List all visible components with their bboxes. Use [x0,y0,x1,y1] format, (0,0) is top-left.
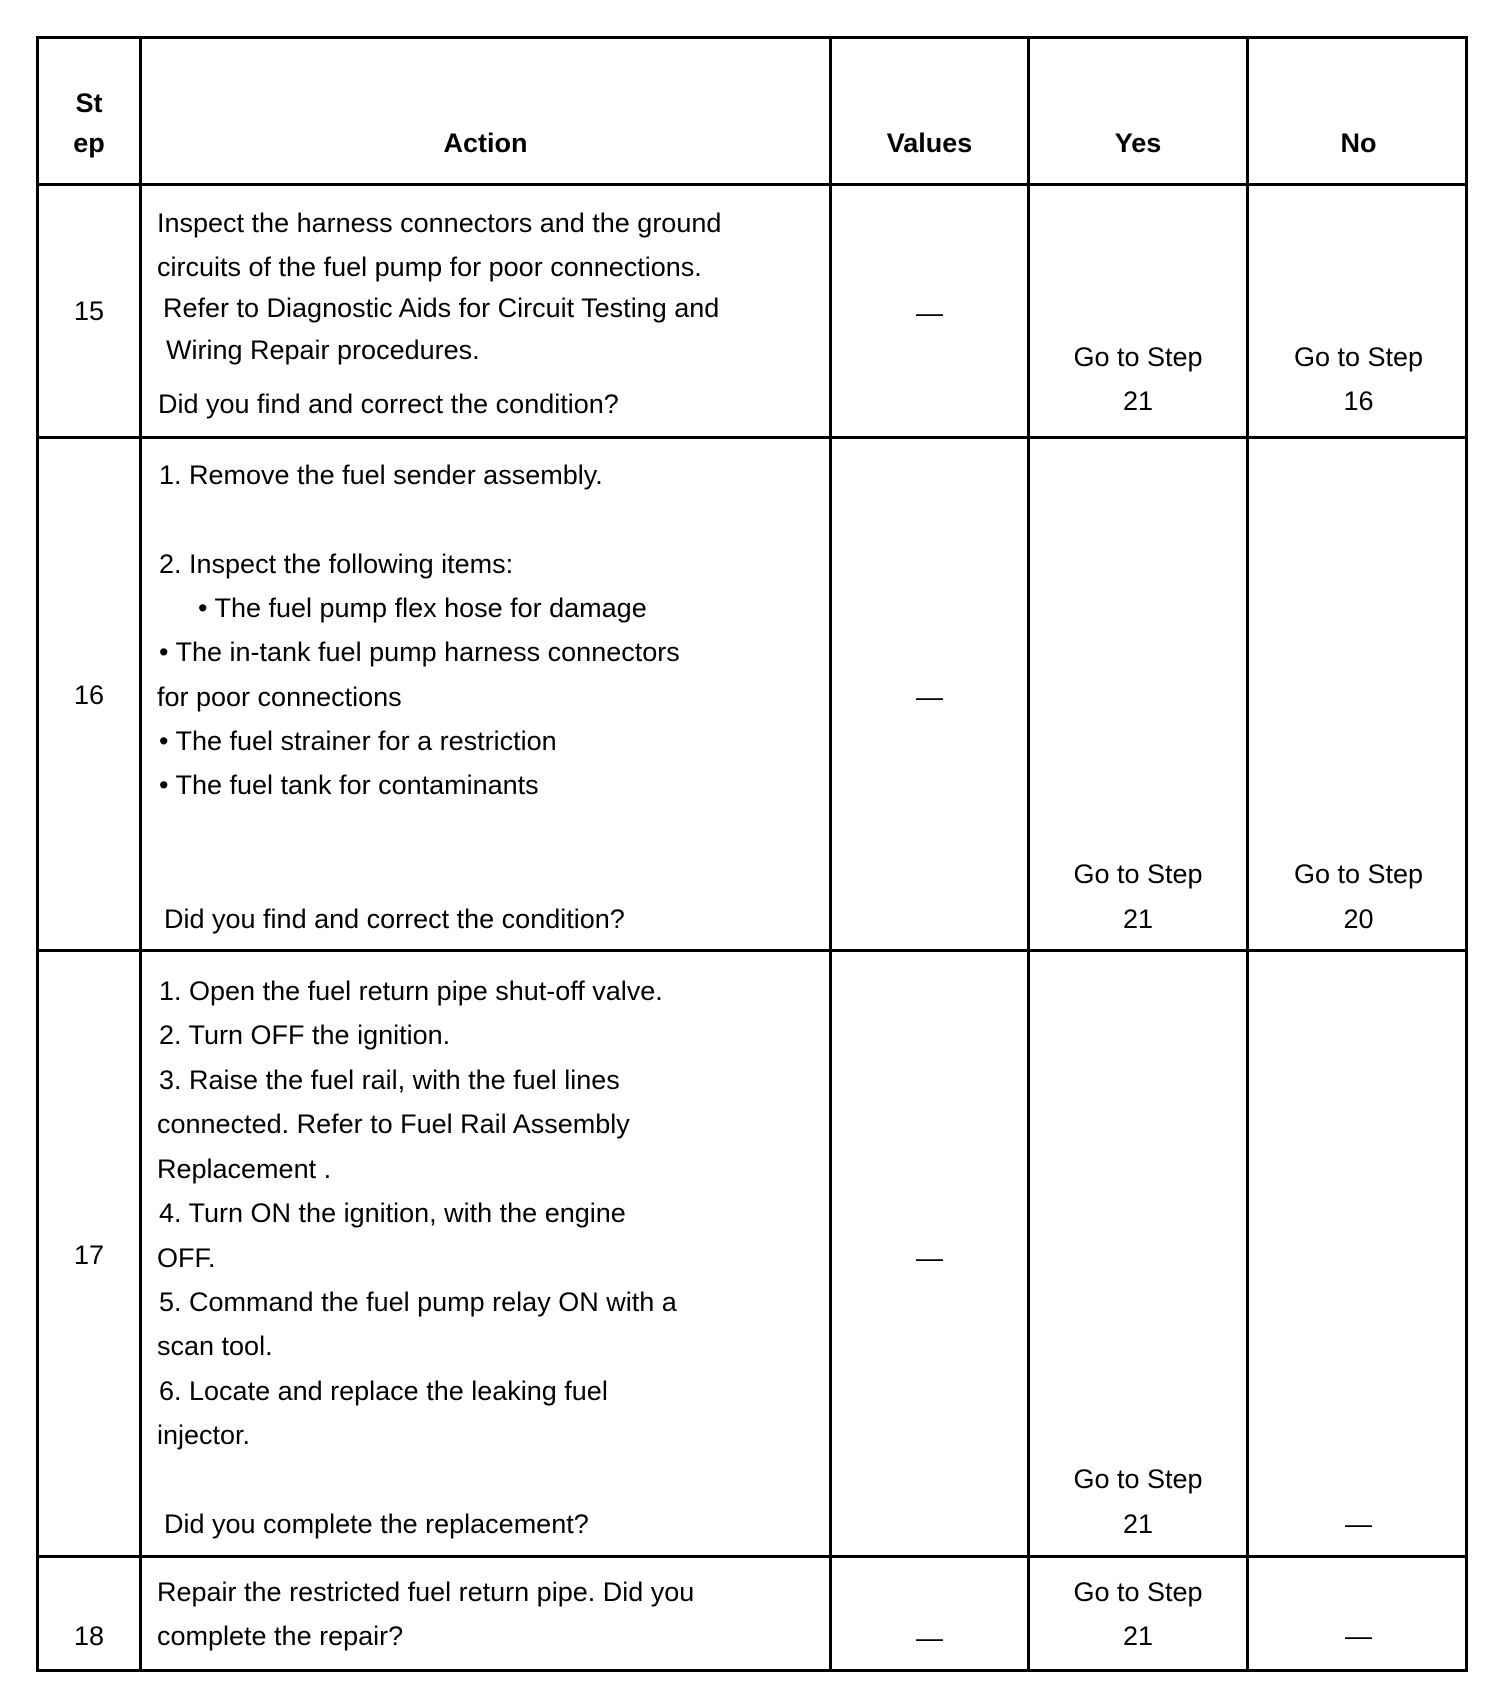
step-number: 15 [73,296,105,326]
values-dash: — [916,298,943,328]
header-values: Values [886,128,973,158]
action-text: 2. Turn OFF the ignition. [159,1020,451,1050]
action-question: Did you find and correct the condition? [164,904,625,934]
yes-goto-label: Go to Step [1073,1577,1203,1607]
header-yes: Yes [1114,128,1162,158]
yes-goto-label: Go to Step [1073,1464,1203,1494]
yes-goto-step: 21 [1122,1509,1154,1539]
values-dash: — [916,682,943,712]
step-number: 17 [73,1240,105,1270]
no-dash: — [1345,1509,1372,1539]
row-divider [39,949,1465,952]
diagnostic-table [36,36,1468,1672]
action-text: connected. Refer to Fuel Rail Assembly [157,1109,630,1139]
action-text: for poor connections [157,682,402,712]
row-divider [39,1555,1465,1558]
action-bullet: • The fuel tank for contaminants [159,770,539,800]
yes-goto-step: 21 [1122,904,1154,934]
action-text: Inspect the harness connectors and the ground [157,208,722,238]
row-divider [39,183,1465,186]
step-number: 16 [73,680,105,710]
action-text: Replacement . [157,1154,332,1184]
column-divider [139,39,142,1669]
action-text: 2. Inspect the following items: [159,549,514,579]
header-step-line1: St [75,88,103,118]
action-text: 1. Open the fuel return pipe shut-off valve. [159,976,663,1006]
no-dash: — [1345,1621,1372,1651]
action-text: 5. Command the fuel pump relay ON with a [159,1287,677,1317]
action-bullet: • The in-tank fuel pump harness connectors [159,637,680,667]
column-divider [829,39,832,1669]
no-goto-label: Go to Step [1293,859,1424,889]
step-number: 18 [73,1621,105,1651]
action-question: Did you find and correct the condition? [158,389,619,419]
header-step [39,83,139,163]
action-text: injector. [157,1420,251,1450]
action-bullet: • The fuel pump flex hose for damage [198,593,647,623]
no-goto-step: 20 [1343,904,1374,934]
no-goto-step: 16 [1343,386,1374,416]
action-text: Wiring Repair procedures. [166,335,480,365]
header-action: Action [443,128,528,158]
yes-goto-label: Go to Step [1073,859,1203,889]
action-question: Did you complete the replacement? [164,1509,589,1539]
action-text: 3. Raise the fuel rail, with the fuel lines [159,1065,620,1095]
action-text: OFF. [157,1243,216,1273]
action-text: circuits of the fuel pump for poor connections. [157,252,702,282]
action-question: complete the repair? [157,1621,404,1651]
yes-goto-step: 21 [1122,1621,1154,1651]
action-text: Repair the restricted fuel return pipe. Did you [157,1577,695,1607]
action-text: 1. Remove the fuel sender assembly. [159,460,603,490]
action-text: 6. Locate and replace the leaking fuel [159,1376,608,1406]
header-no: No [1340,128,1377,158]
action-text: Refer to Diagnostic Aids for Circuit Testing and [163,293,720,323]
row-divider [39,436,1465,439]
values-dash: — [916,1243,943,1273]
yes-goto-step: 21 [1122,386,1154,416]
values-dash: — [916,1623,943,1653]
action-text: scan tool. [157,1331,273,1361]
yes-goto-label: Go to Step [1073,342,1203,372]
action-text: 4. Turn ON the ignition, with the engine [159,1198,626,1228]
header-step-line2: ep [73,128,105,158]
action-bullet: • The fuel strainer for a restriction [159,726,557,756]
no-goto-label: Go to Step [1293,342,1424,372]
